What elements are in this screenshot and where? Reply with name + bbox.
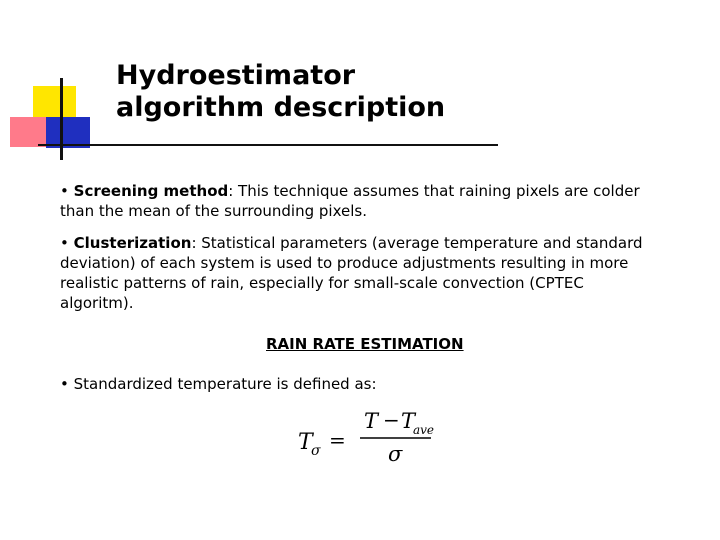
title-underline <box>38 144 498 146</box>
bullet: • <box>60 375 69 393</box>
screening-text: : This technique assumes that raining pixels are colder than the mean of the surrounding pixels. <box>60 182 640 220</box>
screening-paragraph <box>60 181 660 221</box>
formula-lhs: T <box>298 430 313 455</box>
formula-numerator-t2: T <box>401 409 416 433</box>
bullet: • <box>60 182 69 200</box>
bullet: • <box>60 234 69 252</box>
slide-title <box>116 60 445 124</box>
formula-denominator: σ <box>388 442 403 466</box>
decor-vertical-line <box>60 78 63 160</box>
formula-lhs-subscript: σ <box>311 443 321 459</box>
formula-numerator-t: T <box>364 409 379 433</box>
standardized-text: Standardized temperature is defined as: <box>73 375 377 393</box>
screening-term: Screening method <box>73 182 229 200</box>
clusterization-text: : Statistical parameters (average temperature and standard deviation) of each system is used to produce adjustments resulting in more realistic patterns of rain, especially for small-scale convection (CPTEC algoritm). <box>60 234 643 312</box>
slide-title-line1: Hydroestimator <box>116 60 356 91</box>
rain-rate-heading: RAIN RATE ESTIMATION <box>266 335 464 353</box>
formula-minus: − <box>383 408 400 432</box>
clusterization-paragraph <box>60 233 660 313</box>
formula-equals: = <box>329 428 346 452</box>
standardized-temperature-formula <box>296 408 436 468</box>
slide-title-line2: algorithm description <box>116 92 446 123</box>
clusterization-term: Clusterization <box>73 234 192 252</box>
standardized-paragraph <box>60 374 660 394</box>
formula-subscript-ave: ave <box>413 423 435 437</box>
